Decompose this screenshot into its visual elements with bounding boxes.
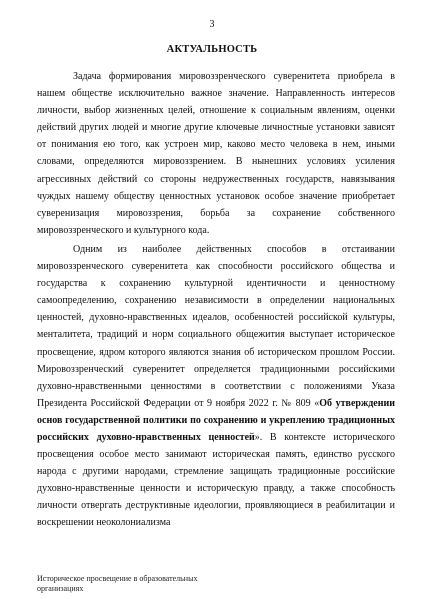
paragraph-2 xyxy=(37,241,395,532)
page-number: 3 xyxy=(209,19,215,30)
section-heading: АКТУАЛЬНОСТЬ xyxy=(166,44,258,55)
paragraph-1: Задача формирования мировоззренческого суверенитета приобрела в нашем обществе исключительно важное значение. Направленность интересов личности, выбор жизненных целей, отношение к социальным явлениям, оценки действий других людей и многие другие ключевые личностные установки зависят от понимания ею того, как устроен мир, каково место человека в нем, иными словами, определяются мировоззрением. В нынешних условиях усиления агрессивных действий со стороны недружественных государств, навязывания чуждых нашему обществу ценностных установок особое значение приобретает суверенизация мировоззрения, борьба за сохранение собственного мировоззренческого и культурного кода. xyxy=(37,71,395,236)
paragraph-2-text-after: ». В контексте исторического просвещения особое место занимают историческая память, единство русского народа с другими народами, стремление защищать традиционные российские духовно-нравственные ценности и историческую правду, а также способность личности отвергать деструктивные идеологии, проявляющиеся в реабилитации и воскрешении неоколониализма xyxy=(37,431,395,529)
paragraph-2-text-before: Одним из наиболее действенных способов в отстаивании мировоззренческого суверенитета как способности российского общества и государства к сохранению культурной идентичности и ценностному самоопределению, сохранению независимости в определении национальных ценностей, духовно-нравственных идеалов, особенностей российской культуры, менталитета, традиций и норм социального общежития выступает историческое просвещение, ядром которого являются знания об историческом прошлом России. Мировоззренческий суверенитет определяется традиционными российскими духовно-нравственными ценностями в соответствии с положениями Указа Президента Российской Федерации от 9 ноября 2022 г. № 809 « xyxy=(37,243,395,409)
body-text xyxy=(37,68,395,532)
footer-line-2: организациях xyxy=(37,584,84,593)
page-footer xyxy=(37,574,237,594)
footer-line-1: Историческое просвещение в образовательных xyxy=(37,574,198,583)
decree-title: Об утверждении основ государственной политики по сохранению и укреплению традиционных российских духовно-нравственных ценностей xyxy=(37,397,395,443)
